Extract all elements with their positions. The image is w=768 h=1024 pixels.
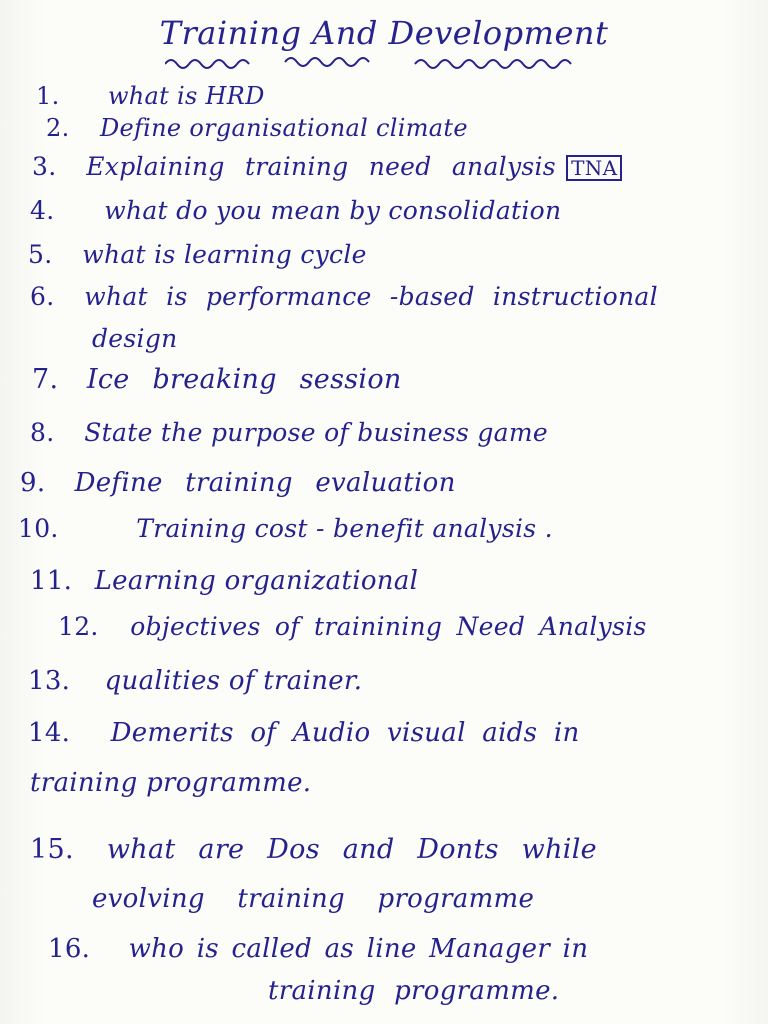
question-item bbox=[20, 468, 456, 498]
item-number: 12. bbox=[58, 612, 99, 641]
item-text: what do you mean by consolidation bbox=[104, 196, 562, 225]
question-item bbox=[30, 282, 658, 311]
question-item bbox=[32, 152, 622, 181]
question-item bbox=[28, 718, 580, 748]
question-item bbox=[30, 834, 597, 865]
item-text: training programme. bbox=[30, 768, 312, 798]
item-text: what is HRD bbox=[107, 82, 265, 110]
question-item bbox=[30, 196, 561, 225]
item-text: objectives of trainining Need Analysis bbox=[130, 612, 647, 641]
item-number: 6. bbox=[30, 282, 55, 311]
item-text: evolving training programme bbox=[92, 884, 535, 914]
item-number: 4. bbox=[30, 196, 55, 225]
item-number: 15. bbox=[30, 834, 74, 865]
item-text: who is called as line Manager in bbox=[128, 934, 589, 964]
question-item-continuation bbox=[268, 976, 559, 1006]
item-text: Define organisational climate bbox=[99, 114, 468, 142]
item-text: State the purpose of business game bbox=[84, 418, 548, 447]
item-number: 2. bbox=[46, 114, 70, 142]
question-item bbox=[48, 934, 588, 964]
question-item bbox=[32, 364, 402, 395]
page-title: Training And Development bbox=[159, 14, 609, 52]
question-item bbox=[18, 514, 553, 543]
item-text: Training cost - benefit analysis . bbox=[136, 514, 553, 543]
item-number: 11. bbox=[30, 566, 73, 596]
item-text: what is learning cycle bbox=[82, 240, 367, 269]
item-text: Explaining training need analysis bbox=[86, 152, 556, 181]
question-item bbox=[58, 612, 647, 641]
item-text: Demerits of Audio visual aids in bbox=[110, 718, 580, 748]
question-item bbox=[30, 566, 418, 596]
question-item-continuation bbox=[92, 884, 534, 914]
item-text: training programme. bbox=[268, 976, 560, 1006]
item-text: what are Dos and Donts while bbox=[106, 834, 597, 865]
question-item bbox=[36, 82, 265, 110]
item-text: what is performance -based instructional bbox=[84, 282, 658, 311]
question-item-continuation bbox=[30, 768, 311, 798]
question-item bbox=[28, 666, 362, 696]
item-number: 8. bbox=[30, 418, 55, 447]
item-number: 16. bbox=[48, 934, 91, 964]
item-number: 3. bbox=[32, 152, 57, 181]
question-item bbox=[30, 418, 548, 447]
item-text: Define training evaluation bbox=[74, 468, 456, 498]
item-number: 5. bbox=[28, 240, 53, 269]
question-item bbox=[46, 114, 468, 142]
item-text: Learning organizational bbox=[94, 566, 419, 596]
item-number: 13. bbox=[28, 666, 71, 696]
item-number: 1. bbox=[36, 82, 60, 110]
item-text: Ice breaking session bbox=[86, 364, 402, 395]
item-number: 10. bbox=[18, 514, 59, 543]
question-item bbox=[28, 240, 367, 269]
item-text: qualities of trainer. bbox=[104, 666, 363, 696]
title-underline-squiggle bbox=[165, 52, 605, 74]
question-item-continuation bbox=[92, 324, 178, 353]
item-text: design bbox=[92, 324, 178, 353]
item-number: 9. bbox=[20, 468, 46, 498]
item-number: 14. bbox=[28, 718, 71, 748]
tna-tag: TNA bbox=[566, 155, 622, 181]
item-number: 7. bbox=[32, 364, 59, 395]
